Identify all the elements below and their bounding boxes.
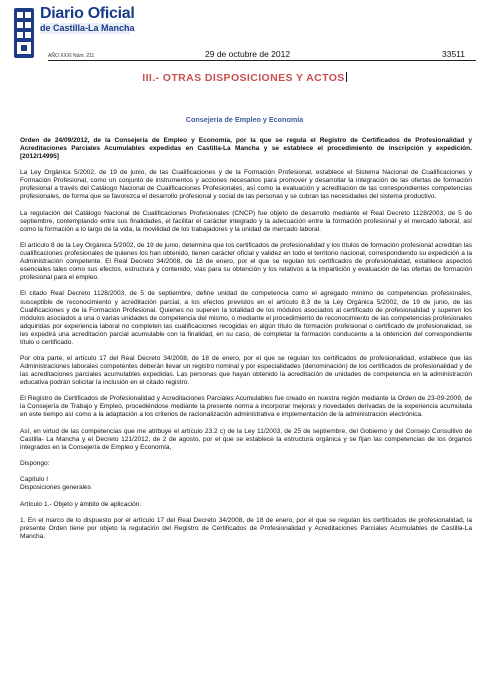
text-cursor bbox=[346, 72, 347, 82]
dispongo-line: Dispongo: bbox=[20, 460, 50, 467]
header-divider bbox=[48, 60, 476, 61]
chapter-title: Disposiciones generales bbox=[20, 484, 91, 492]
order-heading: Orden de 24/09/2012, de la Consejería de Empleo y Economía, por la que se regula el Registro de Certificados de Profesionalidad y Acreditaciones Parciales Acumulables expedidas en Castilla-La Mancha y se establece el procedimiento de inscripción y expedición. [2012/14995] bbox=[20, 137, 472, 161]
document-body bbox=[20, 137, 472, 549]
page-number: 33511 bbox=[442, 49, 466, 59]
journal-title: Diario Oficial bbox=[40, 5, 135, 22]
body-paragraph: La regulación del Catálogo Nacional de Cualificaciones Profesionales (CNCP) fue objeto de desarrollo mediante el Real Decreto 1128/2003, de 5 de septiembre, contemplando entre sus finalidades, el facilitar el carácter integrado y la adecuación entre la formación profesional y el mercado laboral, así como la formación a lo largo de la vida, la movilidad de los trabajadores y la unidad de mercado laboral. bbox=[20, 209, 472, 233]
department-name: Consejería de Empleo y Economía bbox=[185, 115, 304, 124]
journal-brand bbox=[40, 5, 135, 40]
page-header bbox=[0, 0, 489, 64]
body-paragraph: Así, en virtud de las competencias que me atribuye el artículo 23.2 c) de la Ley 11/2003, de 25 de septiembre, del Gobierno y del Consejo Consultivo de Castilla- La Mancha y el Decreto 121/2012, de 2 de agosto, por el que se establece la estructura orgánica y se fijan las competencias de los órganos integrados en la Consejería de Empleo y Economía, bbox=[20, 427, 472, 451]
section-title bbox=[0, 72, 489, 84]
body-paragraph: La Ley Orgánica 5/2002, de 19 de junio, de las Cualificaciones y de la Formación Profesional, establece el Sistema Nacional de Cualificaciones y Formación Profesional, como un conjunto de instrumentos y acciones necesarios para promover y desarrollar la integración de las ofertas de formación profesional a través del Catálogo Nacional de Cualificaciones Profesionales, así como la evaluación y acreditación de las correspondientes competencias profesionales, de forma que se favorezca el desarrollo profesional y social de las personas y se cubran las necesidades del sistema productivo. bbox=[20, 169, 472, 201]
coat-of-arms-icon bbox=[12, 6, 36, 60]
body-paragraph: 1. En el marco de lo dispuesto por el artículo 17 del Real Decreto 34/2008, de 18 de enero, por el que se regulan los certificados de profesionalidad, la presente Orden tiene por objeto la regulación del Registro de Certificados de Profesionalidad y Acreditaciones Parciales Acumulables de Castilla-La Mancha. bbox=[20, 516, 472, 540]
journal-subtitle: de Castilla-La Mancha bbox=[40, 23, 135, 33]
article-heading: Artículo 1.- Objeto y ámbito de aplicación. bbox=[20, 500, 142, 508]
body-paragraph: Por otra parte, el artículo 17 del Real Decreto 34/2008, de 18 de enero, por el que se regulan los certificados de profesionalidad, establece que las Administraciones laborales competentes deberán llevar un registro nominal y por especialidades (denominación) de los certificados de profesionalidad y de las acreditaciones parciales acumulables expedidas. Las personas que hayan obtenido la acreditación de unidades de competencia en la administración educativa podrán solicitar la inclusión en el citado registro. bbox=[20, 354, 472, 387]
issue-info: AÑO XXXI Núm. 211 bbox=[48, 53, 95, 59]
body-paragraph: El artículo 8 de la Ley Orgánica 5/2002, de 19 de junio, determina que los certificados de profesionalidad y los títulos de formación profesional acreditan las cualificaciones profesionales de quienes los han obtenido, tienen carácter oficial y validez en todo el territorio nacional, correspondiendo su expedición a la Administración competente. El Real Decreto 34/2008, de 18 de enero, por el que se regulan los certificados de profesionalidad, establece aspectos esenciales tales como sus efectos, estructura y contenido, vías para su obtención y los relativos a la impartición y evaluación de las ofertas de formación profesional para el empleo. bbox=[20, 242, 472, 282]
body-paragraph: El Registro de Certificados de Profesionalidad y Acreditaciones Parciales Acumulables fue creado en nuestra región mediante la Orden de 23-09-2009, de la Consejería de Trabajo y Empleo, procediéndose mediante la presente norma a incorporar mejoras y novedades derivadas de la experiencia acumulada en este tiempo así como a la adaptación a los criterios de racionalización administrativa e implementación de la administración electrónica. bbox=[20, 395, 472, 419]
section-title-text: III.- OTRAS DISPOSICIONES Y ACTOS bbox=[142, 72, 345, 84]
publication-date: 29 de octubre de 2012 bbox=[205, 49, 291, 59]
body-paragraph: El citado Real Decreto 1128/2003, de 5 de septiembre, define unidad de competencia como el agregado mínimo de competencias profesionales, susceptible de reconocimiento y acreditación parcial, a los efectos previstos en el artículo 8.3 de la Ley Orgánica 5/2002, de 19 de junio, de las Cualificaciones y de la Formación Profesional. Quienes no superen la totalidad de los módulos asociados al certificado de profesionalidad y superen los módulos asociados a una o varias unidades de competencia del mismo, o mediante el procedimiento de reconocimiento de las competencias profesionales adquiridas por experiencia laboral no completen las cualificaciones recogidas en algún título de formación profesional o certificado de profesionalidad, se les expedirá una acreditación parcial acumulable con la finalidad, en su caso, de completar la formación conducente a la obtención del correspondiente título o certificado. bbox=[20, 290, 472, 346]
chapter-heading: Capítulo I bbox=[20, 476, 49, 484]
